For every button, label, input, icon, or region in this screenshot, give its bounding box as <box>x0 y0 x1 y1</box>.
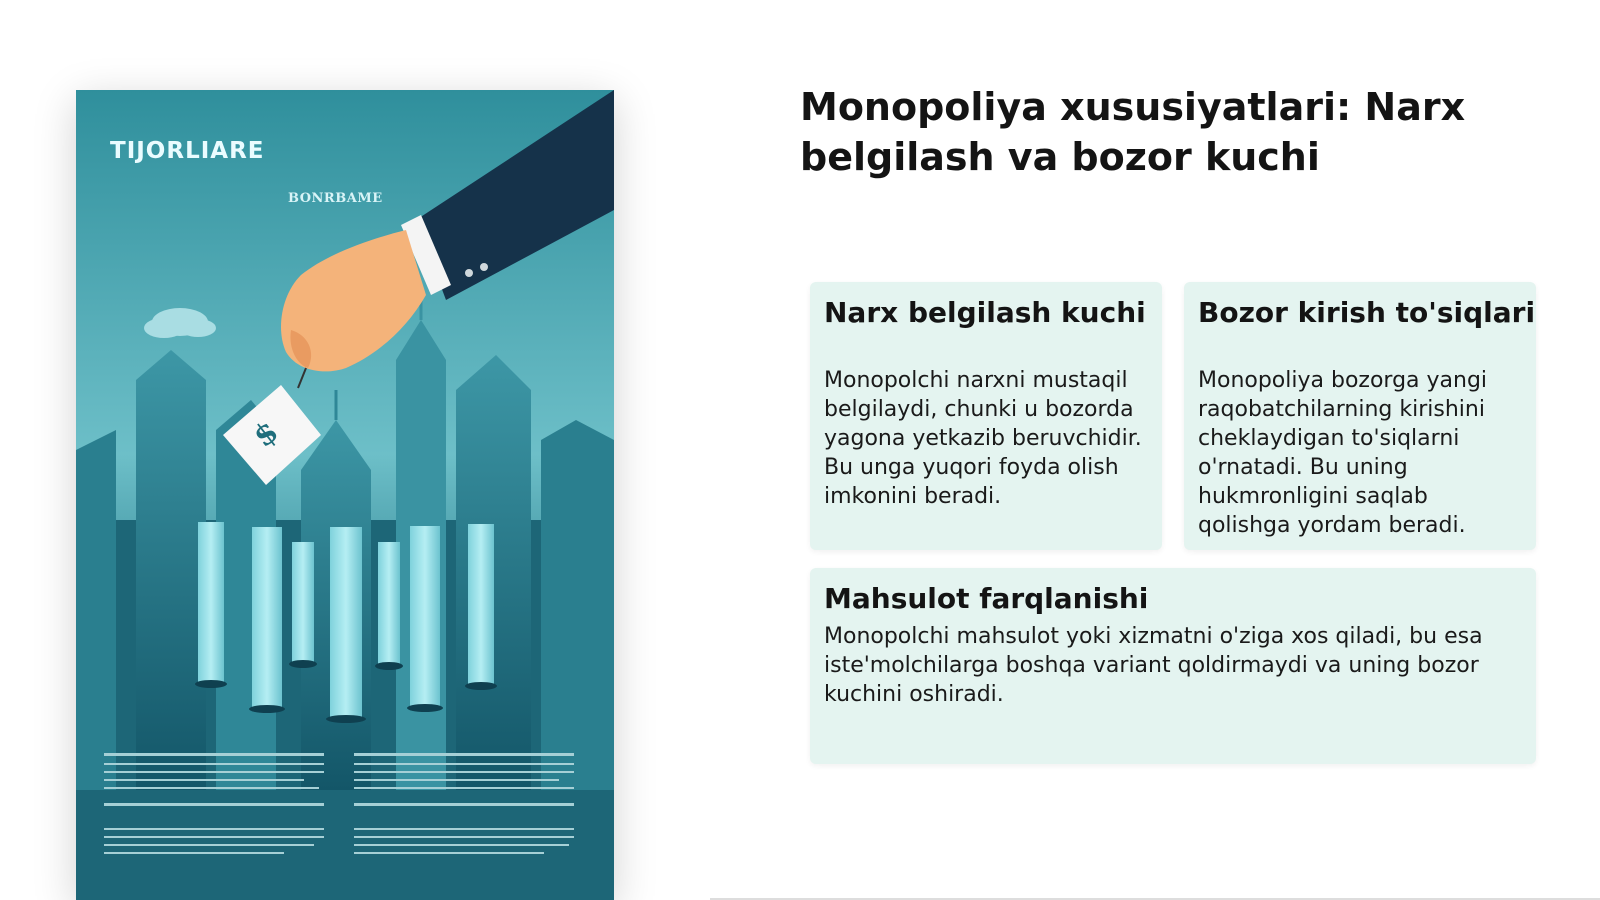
slide-title: Monopoliya xususiyatlari: Narx belgilash va bozor kuchi <box>800 85 1466 179</box>
poster-brand-text: TIJORLIARE <box>110 138 265 164</box>
card-entry-barriers-text: Monopoliya bozorga yangi raqobatchilarning kirishini cheklaydigan to'siqlarni o'rnatadi. Bu uning hukmronligini saqlab qolishga yordam beradi. <box>1198 368 1488 538</box>
card-price-setting <box>810 282 1162 550</box>
card-product-differentiation-title: Mahsulot farqlanishi <box>824 582 1149 615</box>
poster-artwork <box>76 90 614 900</box>
dollar-icon: $ <box>247 414 286 455</box>
card-product-differentiation <box>810 568 1536 764</box>
card-price-setting-title: Narx belgilash kuchi <box>824 296 1146 329</box>
card-price-setting-text: Monopolchi narxni mustaqil belgilaydi, chunki u bozorda yagona yetkazib beruvchidir. Bu unga yuqori foyda olish imkonini beradi. <box>824 368 1142 509</box>
card-entry-barriers <box>1184 282 1536 550</box>
card-product-differentiation-text: Monopolchi mahsulot yoki xizmatni o'ziga xos qiladi, bu esa iste'molchilarga boshqa variant qoldirmaydi va uning bozor kuchini oshiradi. <box>824 624 1483 707</box>
poster-illustration <box>76 90 614 900</box>
card-entry-barriers-title: Bozor kirish to'siqlari <box>1198 296 1536 329</box>
poster-subtitle-text: BONRBAME <box>288 191 383 206</box>
